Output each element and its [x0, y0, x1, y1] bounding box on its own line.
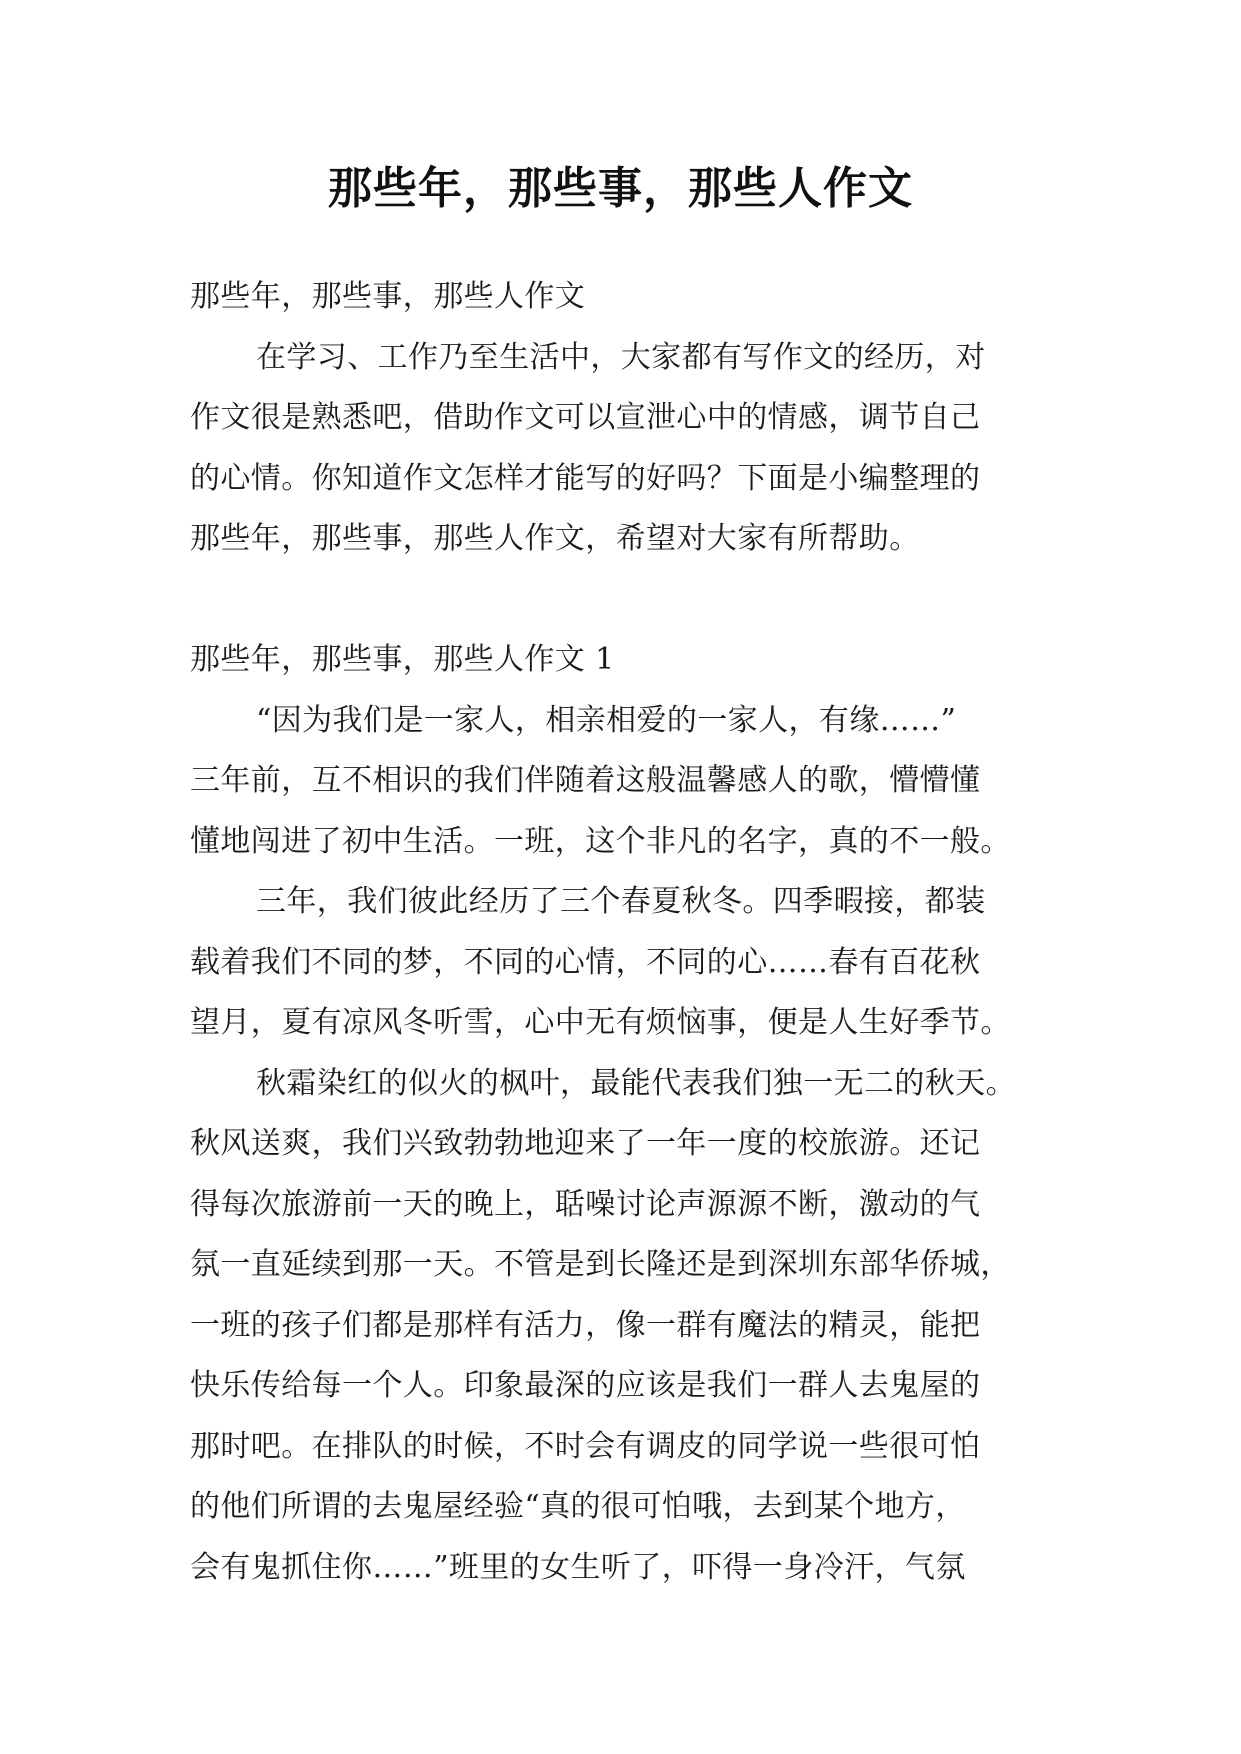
- section-1-line: 会有鬼抓住你……”班里的女生听了，吓得一身冷汗，气氛: [190, 1549, 966, 1585]
- section-1-line: 快乐传给每一个人。印象最深的应该是我们一群人去鬼屋的: [190, 1368, 981, 1403]
- section-1-line: 载着我们不同的梦，不同的心情，不同的心……春有百花秋: [190, 944, 981, 980]
- section-1-line: 三年，我们彼此经历了三个春夏秋冬。四季暇接，都装: [256, 884, 986, 919]
- intro-line: 作文很是熟悉吧，借助作文可以宣泄心中的情感，调节自己: [190, 400, 981, 435]
- section-1-line: 懂地闯进了初中生活。一班，这个非凡的名字，真的不一般。: [190, 823, 1011, 859]
- section-1-line: “因为我们是一家人，相亲相爱的一家人，有缘……”: [256, 702, 957, 738]
- section-1-line: 那时吧。在排队的时候，不时会有调皮的同学说一些很可怕: [190, 1428, 981, 1464]
- section-1-line: 三年前，互不相识的我们伴随着这般温馨感人的歌，懵懵懂: [190, 763, 981, 798]
- section-1-block: [190, 630, 1070, 1598]
- intro-line: 那些年，那些事，那些人作文，希望对大家有所帮助。: [190, 521, 920, 556]
- section-1-line: 的他们所谓的去鬼屋经验“真的很可怕哦，去到某个地方，: [190, 1489, 966, 1524]
- section-1-line: 秋风送爽，我们兴致勃勃地迎来了一年一度的校旅游。还记: [190, 1126, 981, 1161]
- intro-heading: 那些年，那些事，那些人作文: [190, 279, 586, 314]
- intro-line: 在学习、工作乃至生活中，大家都有写作文的经历，对: [256, 339, 986, 375]
- section-1-line: 望月，夏有凉风冬听雪，心中无有烦恼事，便是人生好季节。: [190, 1005, 1011, 1040]
- section-1-line: 氛一直延续到那一天。不管是到长隆还是到深圳东部华侨城，: [190, 1247, 1011, 1282]
- intro-block: [190, 267, 1070, 570]
- document-title: 那些年，那些事，那些人作文: [328, 163, 913, 214]
- section-1-line: 得每次旅游前一天的晚上，聒噪讨论声源源不断，激动的气: [190, 1186, 981, 1222]
- section-1-line: 一班的孩子们都是那样有活力，像一群有魔法的精灵，能把: [190, 1307, 981, 1343]
- intro-line: 的心情。你知道作文怎样才能写的好吗？下面是小编整理的: [190, 460, 981, 496]
- section-1-line: 秋霜染红的似火的枫叶，最能代表我们独一无二的秋天。: [256, 1065, 1016, 1101]
- section-1-heading: 那些年，那些事，那些人作文 1: [190, 642, 615, 677]
